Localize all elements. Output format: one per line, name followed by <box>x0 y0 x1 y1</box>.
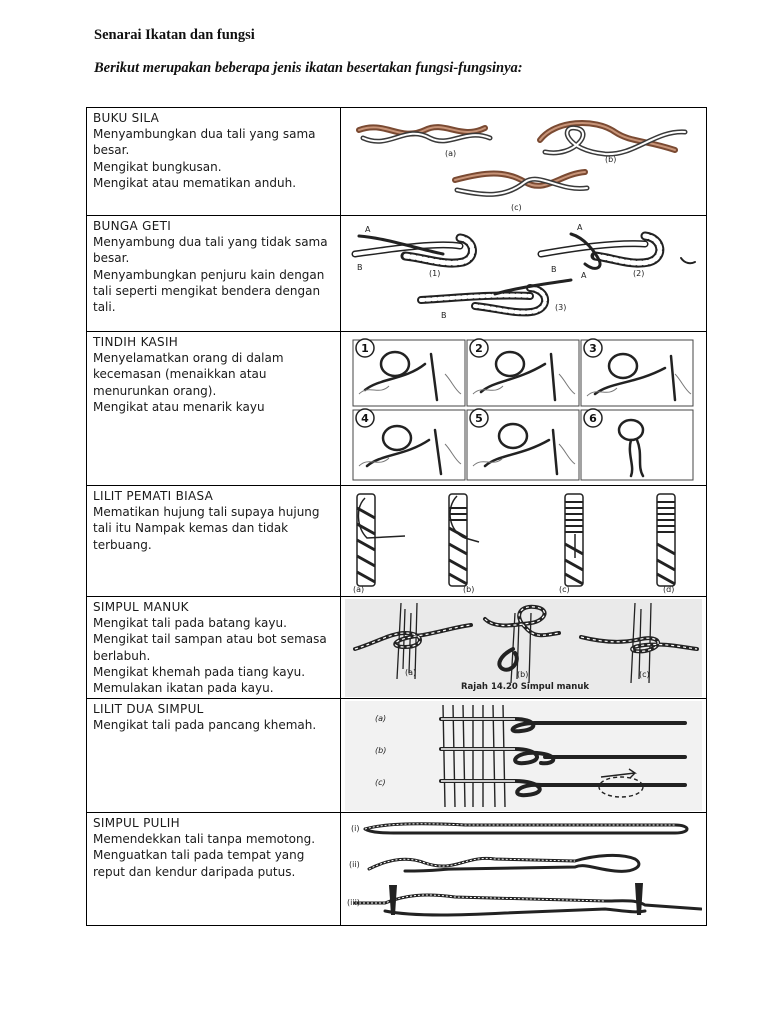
knot-name: SIMPUL PULIH <box>93 816 180 830</box>
knot-description <box>87 332 341 486</box>
knot-function: Menyelamatkan orang di dalam kecemasan (menaikkan atau menurunkan orang). <box>93 351 284 398</box>
figure-label: (1) <box>429 269 441 278</box>
knot-table <box>86 107 707 926</box>
figure-label: (i) <box>351 824 360 833</box>
knot-function: Mengikat atau menarik kayu <box>93 399 265 414</box>
reef-knot-illustration <box>345 110 702 214</box>
knot-description <box>87 486 341 597</box>
figure-label: (b) <box>375 746 387 755</box>
document-intro: Berikut merupakan beberapa jenis ikatan besertakan fungsi-fungsinya: <box>94 60 523 76</box>
whipping-illustration <box>345 488 702 595</box>
sheet-bend-illustration <box>345 218 702 330</box>
step-number: 3 <box>589 342 597 355</box>
knot-function: Menyambungkan dua tali yang sama besar. <box>93 127 316 158</box>
table-row <box>87 699 707 813</box>
figure-label: (c) <box>375 778 386 787</box>
figure-label: (3) <box>555 303 567 312</box>
knot-function: Memulakan ikatan pada kayu. <box>93 681 274 696</box>
knot-description <box>87 597 341 699</box>
step-number: 6 <box>589 412 597 425</box>
figure-label: B <box>551 265 557 274</box>
figure-label: (iii) <box>347 898 360 907</box>
figure-label: B <box>357 263 363 272</box>
knot-function: Mengikat tail sampan atau bot semasa berlabuh. <box>93 632 327 663</box>
table-row <box>87 216 707 332</box>
knot-name: BUNGA GETI <box>93 219 172 233</box>
figure-label: (c) <box>511 203 522 212</box>
step-number: 4 <box>361 412 369 425</box>
figure-label: (b) <box>463 585 475 594</box>
knot-function: Menyambungkan penjuru kain dengan tali seperti mengikat bendera dengan tali. <box>93 267 325 315</box>
knot-illustration-cell <box>341 332 707 486</box>
step-number: 5 <box>475 412 483 425</box>
knot-name: LILIT DUA SIMPUL <box>93 702 204 716</box>
knot-name: TINDIH KASIH <box>93 335 179 349</box>
table-row <box>87 597 707 699</box>
figure-label: A <box>365 225 371 234</box>
figure-label: (d) <box>663 585 675 594</box>
figure-label: (b) <box>605 155 617 164</box>
knot-description <box>87 108 341 216</box>
figure-label: (c) <box>559 585 570 594</box>
step-number: 2 <box>475 342 483 355</box>
knot-name: BUKU SILA <box>93 111 160 125</box>
knot-illustration-cell <box>341 216 707 332</box>
knot-illustration-cell <box>341 597 707 699</box>
knot-name: LILIT PEMATI BIASA <box>93 489 214 503</box>
knot-function: Mengikat bungkusan. <box>93 159 222 174</box>
table-row <box>87 486 707 597</box>
knot-illustration-cell <box>341 486 707 597</box>
figure-label: (a) <box>405 668 417 677</box>
step-number: 1 <box>361 342 369 355</box>
knot-function: Mengikat khemah pada tiang kayu. <box>93 664 306 679</box>
knot-function: Menyambung dua tali yang tidak sama besar. <box>93 235 328 266</box>
knot-function: Mengikat atau mematikan anduh. <box>93 175 297 190</box>
bowline-step-illustration <box>345 334 702 484</box>
document-heading: Senarai Ikatan dan fungsi <box>94 27 255 43</box>
knot-function: Mengikat tali pada pancang khemah. <box>93 718 317 733</box>
knot-illustration-cell <box>341 813 707 926</box>
knot-description <box>87 699 341 813</box>
figure-caption: Rajah 14.20 Simpul manuk <box>461 682 590 692</box>
figure-label: (a) <box>375 714 387 723</box>
knot-description <box>87 216 341 332</box>
figure-label: (2) <box>633 269 645 278</box>
sheepshank-illustration <box>345 815 702 924</box>
round-turn-two-half-hitches-illustration <box>345 701 702 811</box>
figure-label: A <box>581 271 587 280</box>
figure-label: (b) <box>517 670 529 679</box>
figure-label: (a) <box>353 585 365 594</box>
table-row <box>87 813 707 926</box>
knot-function: Menguatkan tali pada tempat yang reput dan kendur daripada putus. <box>93 848 305 879</box>
knot-name: SIMPUL MANUK <box>93 600 189 614</box>
knot-function: Mematikan hujung tali supaya hujung tali itu Nampak kemas dan tidak terbuang. <box>93 505 320 552</box>
knot-illustration-cell <box>341 699 707 813</box>
knot-description <box>87 813 341 926</box>
table-row <box>87 332 707 486</box>
figure-label: (ii) <box>349 860 360 869</box>
knot-function: Memendekkan tali tanpa memotong. <box>93 832 316 847</box>
knot-function: Mengikat tali pada batang kayu. <box>93 616 287 631</box>
figure-label: (a) <box>445 149 457 158</box>
figure-label: (c) <box>639 670 650 679</box>
clove-hitch-illustration <box>345 599 702 697</box>
knot-illustration-cell <box>341 108 707 216</box>
figure-label: B <box>441 311 447 320</box>
table-row <box>87 108 707 216</box>
figure-label: A <box>577 223 583 232</box>
